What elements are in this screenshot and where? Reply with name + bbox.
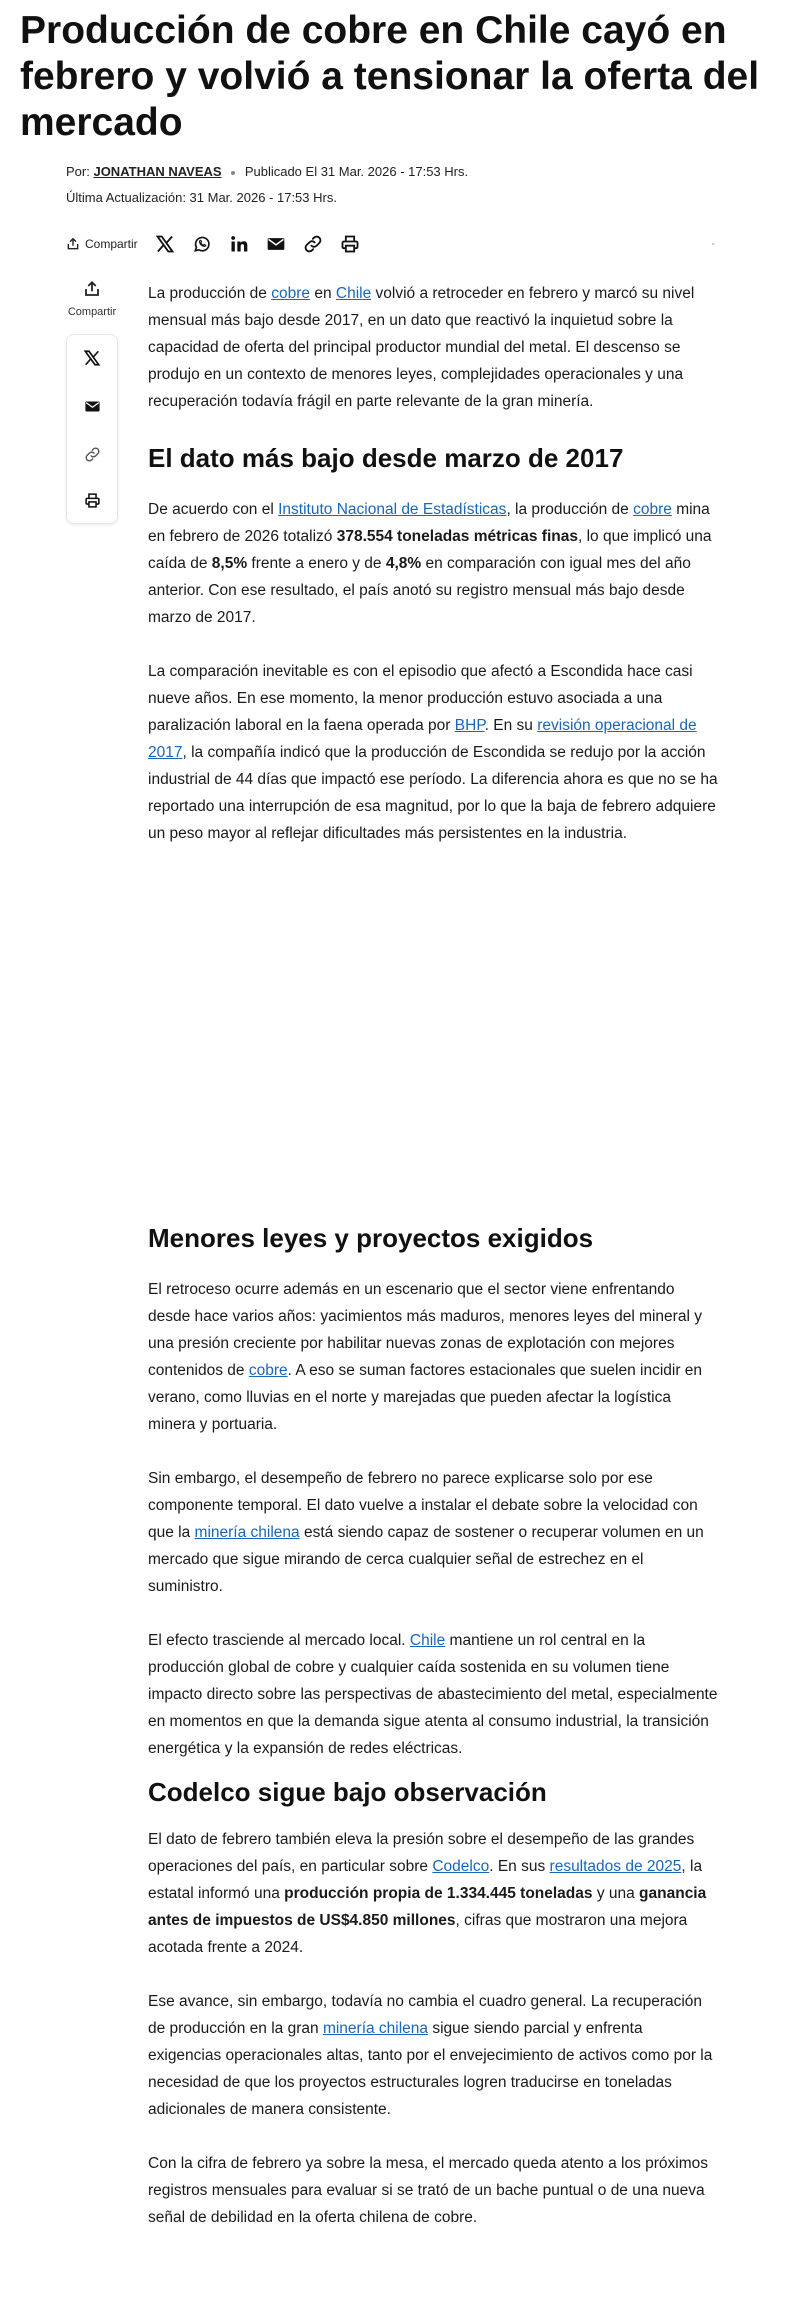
x-icon bbox=[155, 234, 175, 254]
mail-icon bbox=[84, 398, 101, 415]
section-heading-dato: El dato más bajo desde marzo de 2017 bbox=[148, 443, 624, 473]
text: El retroceso ocurre además en un escenario que el sector viene enfrentando desde hace varios años: yacimientos más maduros, menores leyes del mineral y una presión creciente por habilitar nuevas zonas de explotación con mejores contenidos de bbox=[148, 1281, 702, 1379]
share-bar bbox=[66, 230, 374, 258]
text: El efecto trasciende al mercado local. bbox=[148, 1632, 410, 1649]
text: , lo que implicó una caída de bbox=[148, 528, 712, 572]
separator-dot bbox=[231, 171, 235, 175]
text: y una bbox=[592, 1885, 640, 1902]
divider-dot bbox=[712, 243, 714, 245]
text: , la estatal informó una bbox=[148, 1858, 703, 1902]
print-button[interactable] bbox=[337, 231, 363, 257]
sidebar-share-panel bbox=[66, 334, 118, 524]
paragraph-retroceso bbox=[148, 1276, 720, 1438]
link-bhp[interactable]: BHP bbox=[454, 717, 485, 734]
paragraph-avance bbox=[148, 1988, 720, 2123]
x-share-button[interactable] bbox=[152, 231, 178, 257]
paragraph-intro bbox=[148, 280, 720, 415]
text: mantiene un rol central en la producción global de cobre y cualquier caída sostenida en su volumen tiene impacto directo sobre las perspectivas de abastecimiento del metal, especialmente en momentos en que la demanda sigue atenta al consumo industrial, la transición energética y la expansión de redes eléctricas. bbox=[148, 1632, 718, 1757]
article-title: Producción de cobre en Chile cayó en febrero y volvió a tensionar la oferta del mercado bbox=[20, 9, 760, 144]
text: . A eso se suman factores estacionales que suelen incidir en verano, como lluvias en el norte y marejadas que pueden afectar la logística minera y portuaria. bbox=[148, 1362, 703, 1433]
link-chile[interactable]: Chile bbox=[335, 285, 372, 302]
linkedin-icon bbox=[229, 234, 249, 254]
x-icon bbox=[83, 349, 101, 367]
bold-text: producción propia de 1.334.445 toneladas bbox=[284, 1885, 593, 1902]
bold-text: ganancia antes de impuestos de US$4.850 millones bbox=[148, 1885, 707, 1929]
section-heading-leyes: Menores leyes y proyectos exigidos bbox=[148, 1223, 594, 1253]
published-date: Publicado El 31 Mar. 2026 - 17:53 Hrs. bbox=[244, 164, 469, 179]
paragraph-codelco bbox=[148, 1826, 720, 1961]
share-label: Compartir bbox=[85, 237, 138, 251]
print-icon bbox=[84, 492, 101, 509]
share-icon bbox=[83, 280, 101, 298]
link-mineria-chilena[interactable]: minería chilena bbox=[194, 1524, 300, 1541]
share-icon bbox=[66, 237, 80, 251]
sidebar-copy-link-button[interactable] bbox=[67, 439, 117, 469]
link-codelco[interactable]: Codelco bbox=[432, 1858, 490, 1875]
sidebar-share[interactable] bbox=[66, 280, 118, 318]
ad-space bbox=[148, 874, 720, 1222]
byline bbox=[66, 164, 468, 179]
whatsapp-icon bbox=[192, 234, 212, 254]
text: Con la cifra de febrero ya sobre la mesa, el mercado queda atento a los próximos registros mensuales para evaluar si se trató de un bache puntual o de una nueva señal de debilidad en la oferta chilena de cobre. bbox=[148, 2155, 709, 2226]
link-cobre[interactable]: cobre bbox=[248, 1362, 288, 1379]
text: Ese avance, sin embargo, todavía no cambia el cuadro general. La recuperación de producción en la gran bbox=[148, 1993, 703, 2037]
link-resultados-2025[interactable]: resultados de 2025 bbox=[549, 1858, 682, 1875]
mail-icon bbox=[266, 234, 286, 254]
link-cobre[interactable]: cobre bbox=[271, 285, 311, 302]
sidebar-x-button[interactable] bbox=[67, 343, 117, 373]
linkedin-share-button[interactable] bbox=[226, 231, 252, 257]
link-chile[interactable]: Chile bbox=[409, 1632, 446, 1649]
text: frente a enero y de bbox=[247, 555, 386, 572]
whatsapp-share-button[interactable] bbox=[189, 231, 215, 257]
text: en comparación con igual mes del año anterior. Con ese resultado, el país anotó su registro mensual más bajo desde marzo de 2017. bbox=[148, 555, 691, 626]
link-ine[interactable]: Instituto Nacional de Estadísticas bbox=[278, 501, 507, 518]
text: en bbox=[310, 285, 336, 302]
bold-text: 8,5% bbox=[211, 555, 248, 572]
text: sigue siendo parcial y enfrenta exigencias operacionales altas, tanto por el envejecimiento de activos como por la necesidad de que los proyectos estructurales logren traducirse en toneladas adicionales de manera consistente. bbox=[148, 2020, 713, 2118]
text: El dato de febrero también eleva la presión sobre el desempeño de las grandes operaciones del país, en particular sobre bbox=[148, 1831, 695, 1875]
paragraph-efecto bbox=[148, 1627, 720, 1762]
link-icon bbox=[303, 234, 323, 254]
text: volvió a retroceder en febrero y marcó su nivel mensual más bajo desde 2017, en un dato que reactivó la inquietud sobre la capacidad de oferta del principal productor mundial del metal. El descenso se produjo en un contexto de menores leyes, complejidades operacionales y una recuperación todavía frágil en parte relevante de la gran minería. bbox=[148, 285, 695, 410]
text: , la producción de bbox=[506, 501, 634, 518]
text: La producción de bbox=[148, 285, 272, 302]
text: Sin embargo, el desempeño de febrero no parece explicarse solo por ese componente temporal. El dato vuelve a instalar el debate sobre la velocidad con que la bbox=[148, 1470, 698, 1541]
bold-text: 4,8% bbox=[385, 555, 422, 572]
author-link[interactable]: JONATHAN NAVEAS bbox=[93, 164, 222, 179]
updated-date: Última Actualización: 31 Mar. 2026 - 17:53 Hrs. bbox=[66, 190, 337, 205]
share-button[interactable] bbox=[66, 237, 138, 251]
text: , la compañía indicó que la producción de Escondida se redujo por la acción industrial de 44 días que impactó ese período. La diferencia ahora es que no se ha reportado una interrupción de esa magnitud, por lo que la baja de febrero adquiere un peso mayor al reflejar dificultades más persistentes en la industria. bbox=[148, 744, 718, 842]
sidebar-print-button[interactable] bbox=[67, 485, 117, 515]
link-icon bbox=[84, 446, 101, 463]
link-mineria-chilena[interactable]: minería chilena bbox=[322, 2020, 429, 2037]
byline-prefix: Por: bbox=[66, 164, 90, 179]
text: mina en febrero de 2026 totalizó bbox=[148, 501, 710, 545]
text: De acuerdo con el bbox=[148, 501, 279, 518]
paragraph-ine bbox=[148, 496, 720, 631]
text: está siendo capaz de sostener o recuperar volumen en un mercado que sigue mirando de cerca cualquier señal de estrechez en el suministro. bbox=[148, 1524, 704, 1595]
text: . En su bbox=[484, 717, 538, 734]
paragraph-escondida bbox=[148, 658, 720, 847]
paragraph-cierre bbox=[148, 2150, 720, 2231]
section-heading-codelco: Codelco sigue bajo observación bbox=[148, 1777, 547, 1807]
copy-link-button[interactable] bbox=[300, 231, 326, 257]
print-icon bbox=[340, 234, 360, 254]
paragraph-desempeno bbox=[148, 1465, 720, 1600]
text: La comparación inevitable es con el episodio que afectó a Escondida hace casi nueve años. En ese momento, la menor producción estuvo asociada a una paralización laboral en la faena operada por bbox=[148, 663, 693, 734]
link-revision-operacional[interactable]: revisión operacional de 2017 bbox=[148, 717, 697, 761]
text: , cifras que mostraron una mejora acotada frente a 2024. bbox=[148, 1912, 688, 1956]
link-cobre[interactable]: cobre bbox=[633, 501, 672, 518]
sidebar-email-button[interactable] bbox=[67, 391, 117, 421]
article-body bbox=[148, 280, 720, 2258]
bold-text: 378.554 toneladas métricas finas bbox=[336, 528, 578, 545]
sidebar-share-label: Compartir bbox=[67, 306, 117, 318]
email-share-button[interactable] bbox=[263, 231, 289, 257]
text: . En sus bbox=[489, 1858, 550, 1875]
